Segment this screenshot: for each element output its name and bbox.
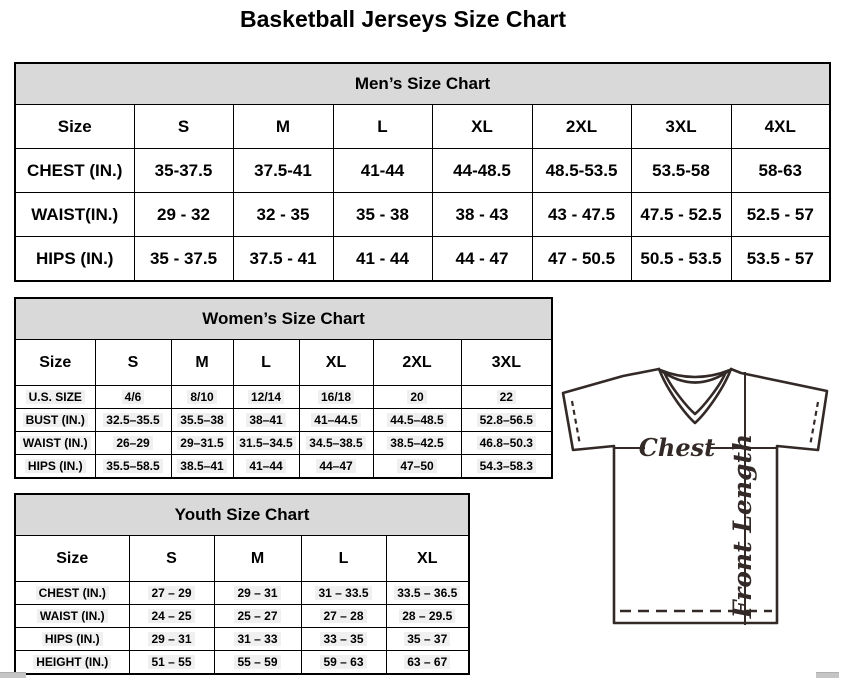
table-cell: [233, 432, 299, 455]
table-cell: [129, 605, 214, 628]
table-cell: 35 - 38: [333, 193, 432, 237]
mens-row-label: WAIST(IN.): [15, 193, 134, 237]
cell-value: BUST (IN.): [23, 413, 88, 427]
page-title: Basketball Jerseys Size Chart: [239, 6, 566, 32]
mens-row-label: CHEST (IN.): [15, 149, 134, 193]
table-cell: [214, 628, 301, 651]
mens-col-header: M: [233, 105, 333, 149]
table-cell: [373, 386, 461, 409]
table-cell: [386, 605, 469, 628]
jersey-measurement-diagram: [555, 360, 843, 660]
womens-size-chart-table: [14, 297, 553, 479]
table-cell: 52.5 - 57: [731, 193, 830, 237]
table-cell: [373, 432, 461, 455]
cell-value: 38.5–41: [177, 459, 226, 473]
youth-table-title-row: [15, 494, 469, 536]
table-cell: [301, 605, 386, 628]
mens-row-label: HIPS (IN.): [15, 237, 134, 282]
youth-col-header: M: [214, 536, 301, 582]
youth-col-header: XL: [386, 536, 469, 582]
table-cell: 53.5 - 57: [731, 237, 830, 282]
table-cell: 29 - 32: [134, 193, 233, 237]
table-cell: [299, 432, 373, 455]
table-cell: [301, 651, 386, 675]
table-cell: [386, 651, 469, 675]
cell-value: 33.5 – 36.5: [394, 586, 460, 600]
mens-col-header: S: [134, 105, 233, 149]
womens-col-header: Size: [15, 340, 95, 386]
table-cell: 43 - 47.5: [532, 193, 631, 237]
cell-value: 52.8–56.5: [477, 413, 536, 427]
table-cell: 53.5-58: [631, 149, 731, 193]
cell-value: 31 – 33: [234, 632, 280, 646]
mens-col-header: 3XL: [631, 105, 731, 149]
mens-col-header: 2XL: [532, 105, 631, 149]
table-cell: [95, 455, 171, 479]
youth-row-label: [15, 605, 129, 628]
cell-value: 46.8–50.3: [477, 436, 536, 450]
womens-header-row: [15, 340, 552, 386]
mens-col-header: XL: [432, 105, 532, 149]
cell-value: 25 – 27: [234, 609, 280, 623]
table-cell: [386, 628, 469, 651]
womens-row-label: [15, 409, 95, 432]
table-cell: [233, 409, 299, 432]
cell-value: 55 – 59: [234, 655, 280, 669]
left-cuff-dashed-line: [572, 401, 580, 445]
table-row: [15, 582, 469, 605]
womens-row-label: [15, 432, 95, 455]
table-cell: [373, 455, 461, 479]
table-cell: [233, 386, 299, 409]
table-cell: 32 - 35: [233, 193, 333, 237]
cell-value: HIPS (IN.): [25, 459, 86, 473]
table-cell: 35 - 37.5: [134, 237, 233, 282]
youth-col-header: S: [129, 536, 214, 582]
table-cell: 47 - 50.5: [532, 237, 631, 282]
front-length-label: Front Length: [728, 433, 757, 619]
youth-table-title: Youth Size Chart: [15, 494, 469, 536]
cell-value: 24 – 25: [148, 609, 194, 623]
cell-value: 32.5–35.5: [103, 413, 162, 427]
table-cell: [373, 409, 461, 432]
womens-col-header: S: [95, 340, 171, 386]
right-cuff-dashed-line: [810, 402, 818, 446]
cell-value: 31 – 33.5: [315, 586, 371, 600]
cell-value: 38.5–42.5: [387, 436, 446, 450]
cell-value: 16/18: [318, 390, 354, 404]
table-cell: [299, 386, 373, 409]
womens-col-header: XL: [299, 340, 373, 386]
table-cell: [95, 432, 171, 455]
cell-value: 44.5–48.5: [387, 413, 446, 427]
cell-value: 44–47: [316, 459, 355, 473]
womens-col-header: M: [171, 340, 233, 386]
cell-value: 29 – 31: [148, 632, 194, 646]
table-cell: [171, 386, 233, 409]
table-cell: 50.5 - 53.5: [631, 237, 731, 282]
mens-col-header: 4XL: [731, 105, 830, 149]
youth-col-header: L: [301, 536, 386, 582]
cell-value: 34.5–38.5: [306, 436, 365, 450]
table-row: [15, 193, 830, 237]
table-row: [15, 605, 469, 628]
mens-col-header: Size: [15, 105, 134, 149]
womens-col-header: 2XL: [373, 340, 461, 386]
cell-value: 59 – 63: [320, 655, 366, 669]
womens-table-title-row: [15, 298, 552, 340]
table-cell: [299, 455, 373, 479]
table-cell: [214, 582, 301, 605]
table-cell: 41 - 44: [333, 237, 432, 282]
cell-value: 8/10: [187, 390, 216, 404]
mens-size-chart-table: [14, 62, 831, 282]
cell-value: 29–31.5: [177, 436, 226, 450]
table-cell: 47.5 - 52.5: [631, 193, 731, 237]
cell-value: WAIST (IN.): [37, 609, 108, 623]
cell-value: 35.5–58.5: [103, 459, 162, 473]
youth-row-label: [15, 651, 129, 675]
mens-table-title: Men’s Size Chart: [15, 63, 830, 105]
table-row: [15, 409, 552, 432]
youth-col-header: Size: [15, 536, 129, 582]
mens-table-title-row: [15, 63, 830, 105]
table-cell: 58-63: [731, 149, 830, 193]
cell-value: 26–29: [113, 436, 152, 450]
youth-row-label: [15, 582, 129, 605]
cell-value: 27 – 29: [148, 586, 194, 600]
table-cell: [214, 605, 301, 628]
womens-row-label: [15, 455, 95, 479]
table-cell: [171, 409, 233, 432]
table-row: [15, 455, 552, 479]
table-cell: [461, 386, 552, 409]
table-row: [15, 237, 830, 282]
mens-col-header: L: [333, 105, 432, 149]
cell-value: 41–44: [246, 459, 285, 473]
table-row: [15, 149, 830, 193]
chest-label: Chest: [638, 433, 716, 462]
table-cell: [129, 582, 214, 605]
womens-table-title: Women’s Size Chart: [15, 298, 552, 340]
cell-value: 33 – 35: [320, 632, 366, 646]
cell-value: HEIGHT (IN.): [33, 655, 111, 669]
table-cell: 37.5 - 41: [233, 237, 333, 282]
cell-value: U.S. SIZE: [26, 390, 85, 404]
table-cell: 44-48.5: [432, 149, 532, 193]
table-row: [15, 386, 552, 409]
table-cell: [171, 432, 233, 455]
table-cell: [95, 409, 171, 432]
cell-value: 54.3–58.3: [477, 459, 536, 473]
horizontal-scrollbar-right-fragment[interactable]: [816, 672, 839, 678]
cell-value: 47–50: [397, 459, 436, 473]
cell-value: HIPS (IN.): [42, 632, 103, 646]
cell-value: CHEST (IN.): [36, 586, 109, 600]
cell-value: 22: [497, 390, 516, 404]
table-cell: [95, 386, 171, 409]
table-cell: [461, 455, 552, 479]
table-cell: [301, 582, 386, 605]
cell-value: 35 – 37: [404, 632, 450, 646]
cell-value: 51 – 55: [148, 655, 194, 669]
table-row: [15, 651, 469, 675]
youth-header-row: [15, 536, 469, 582]
table-cell: [233, 455, 299, 479]
womens-col-header: 3XL: [461, 340, 552, 386]
table-cell: [171, 455, 233, 479]
cell-value: WAIST (IN.): [20, 436, 91, 450]
table-cell: 44 - 47: [432, 237, 532, 282]
cell-value: 12/14: [248, 390, 284, 404]
table-cell: [386, 582, 469, 605]
table-row: [15, 432, 552, 455]
table-cell: [214, 651, 301, 675]
youth-size-chart-table: [14, 493, 470, 675]
table-cell: 48.5-53.5: [532, 149, 631, 193]
table-cell: [461, 432, 552, 455]
table-cell: [461, 409, 552, 432]
jersey-outline-icon: [563, 369, 827, 623]
cell-value: 63 – 67: [404, 655, 450, 669]
womens-col-header: L: [233, 340, 299, 386]
mens-header-row: [15, 105, 830, 149]
table-cell: 38 - 43: [432, 193, 532, 237]
cell-value: 38–41: [246, 413, 285, 427]
table-cell: 41-44: [333, 149, 432, 193]
cell-value: 41–44.5: [311, 413, 360, 427]
cell-value: 28 – 29.5: [399, 609, 455, 623]
table-cell: 37.5-41: [233, 149, 333, 193]
horizontal-scrollbar-left-fragment[interactable]: [0, 672, 26, 678]
table-cell: [129, 651, 214, 675]
cell-value: 20: [407, 390, 426, 404]
cell-value: 31.5–34.5: [236, 436, 295, 450]
table-cell: [129, 628, 214, 651]
cell-value: 29 – 31: [234, 586, 280, 600]
cell-value: 35.5–38: [177, 413, 226, 427]
womens-row-label: [15, 386, 95, 409]
table-cell: [301, 628, 386, 651]
table-row: [15, 628, 469, 651]
table-cell: 35-37.5: [134, 149, 233, 193]
youth-row-label: [15, 628, 129, 651]
cell-value: 27 – 28: [320, 609, 366, 623]
table-cell: [299, 409, 373, 432]
cell-value: 4/6: [122, 390, 145, 404]
